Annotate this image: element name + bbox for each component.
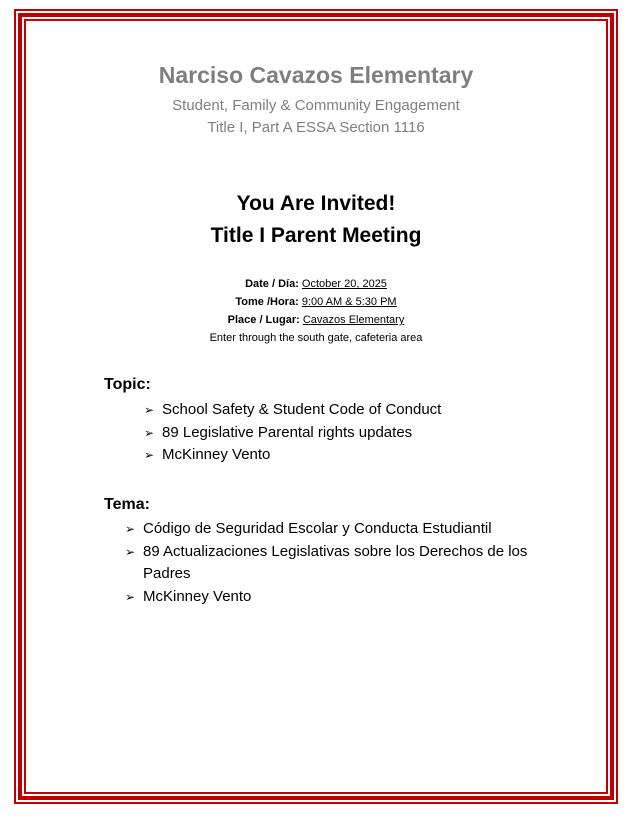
arrowhead-bullet-icon: ➢ <box>144 425 155 440</box>
time-row <box>0 293 632 311</box>
meeting-details <box>0 275 632 347</box>
tema-heading: Tema: <box>104 496 150 513</box>
time-label: Tome /Hora: <box>235 296 299 308</box>
place-row <box>0 311 632 329</box>
list-item: ➢ McKinney Vento <box>125 586 545 609</box>
school-name: Narciso Cavazos Elementary <box>158 62 474 88</box>
date-label: Date / Día: <box>245 278 299 290</box>
arrowhead-bullet-icon: ➢ <box>144 403 155 417</box>
time-value: 9:00 AM & 5:30 PM <box>301 296 397 308</box>
arrowhead-bullet-icon: ➢ <box>125 589 136 604</box>
date-row <box>0 275 632 293</box>
tema-list <box>125 518 545 608</box>
subtitle-title-i: Title I, Part A ESSA Section 1116 <box>207 119 425 136</box>
list-item: ➢ Código de Seguridad Escolar y Conducta Estudiantil <box>125 518 545 541</box>
list-item: ➢ School Safety & Student Code of Conduct <box>144 399 441 422</box>
meeting-title: Title I Parent Meeting <box>210 224 422 247</box>
place-value: Cavazos Elementary <box>302 314 405 326</box>
topic-heading: Topic: <box>104 376 151 393</box>
date-value: October 20, 2025 <box>301 278 387 290</box>
place-label: Place / Lugar: <box>227 314 300 326</box>
list-item: ➢ McKinney Vento <box>144 444 441 467</box>
arrowhead-bullet-icon: ➢ <box>125 522 136 536</box>
subtitle-engagement: Student, Family & Community Engagement <box>172 97 460 114</box>
entry-note: Enter through the south gate, cafeteria area <box>209 332 423 344</box>
list-item: ➢ 89 Legislative Parental rights updates <box>144 422 441 445</box>
arrowhead-bullet-icon: ➢ <box>144 448 155 462</box>
invited-heading: You Are Invited! <box>236 192 396 215</box>
arrowhead-bullet-icon: ➢ <box>125 544 136 559</box>
list-item: ➢ 89 Actualizaciones Legislativas sobre los Derechos de los Padres <box>125 542 528 582</box>
topic-list <box>144 399 441 467</box>
